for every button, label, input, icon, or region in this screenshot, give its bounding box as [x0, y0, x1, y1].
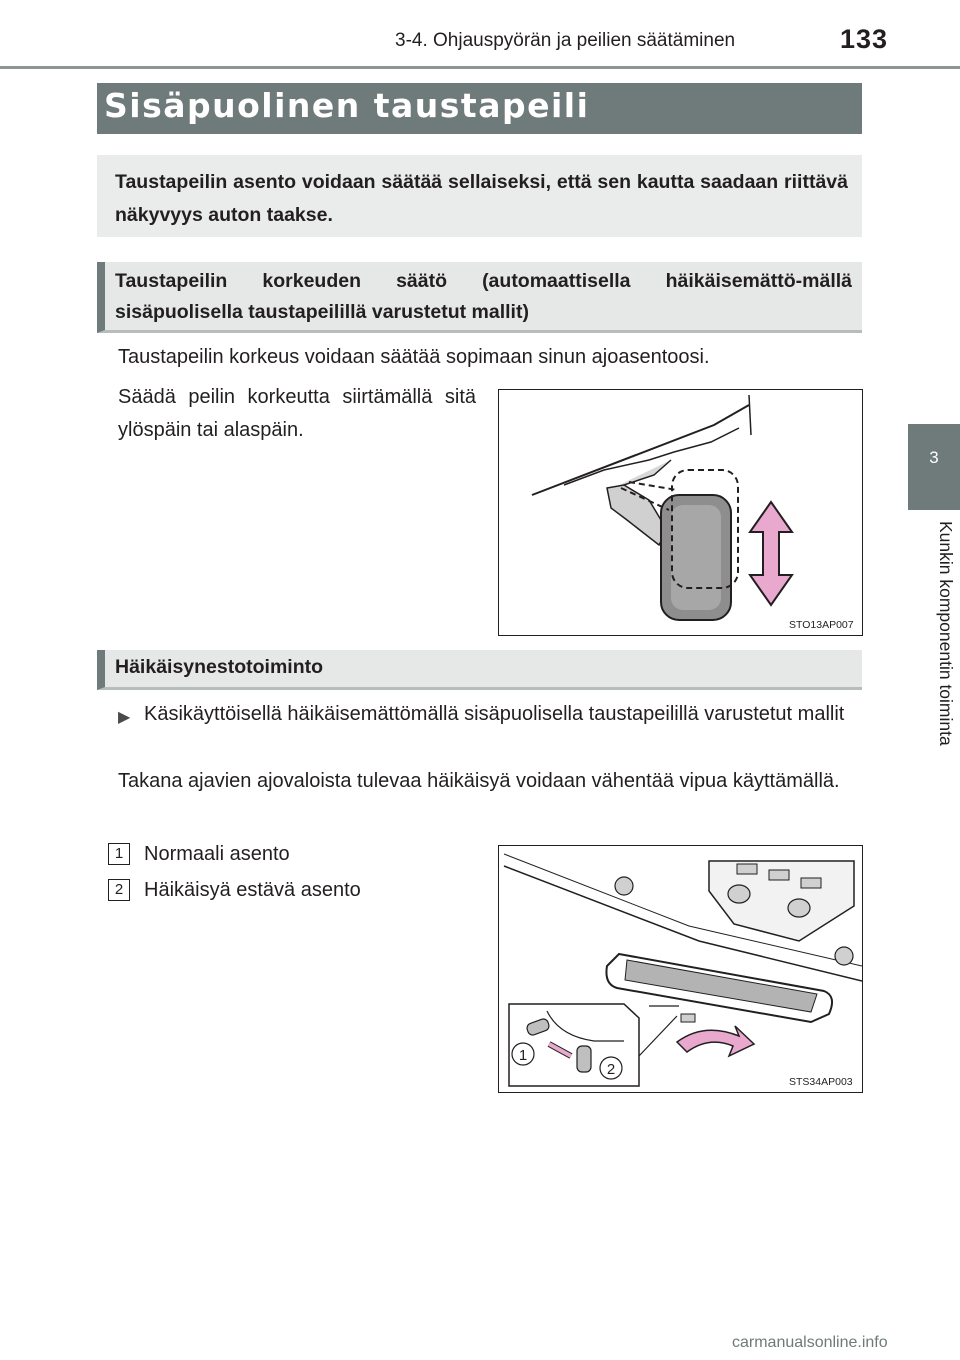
- item-number-badge: 2: [108, 879, 130, 901]
- item-label: Häikäisyä estävä asento: [144, 879, 361, 901]
- figure-code: STO13AP007: [789, 619, 854, 631]
- callout-2: 2: [606, 1061, 616, 1078]
- page-title: Sisäpuolinen taustapeili: [104, 86, 590, 125]
- item-label: Normaali asento: [144, 843, 290, 865]
- page-number: 133: [840, 24, 889, 54]
- figure-code: STS34AP003: [789, 1076, 853, 1088]
- watermark-text: carmanualsonline.info: [732, 1334, 888, 1351]
- paragraph: Taustapeilin korkeus voidaan säätää sopimaan sinun ajoasentoosi.: [118, 346, 710, 368]
- paragraph: Säädä peilin korkeutta siirtämällä sitä ylöspäin tai alaspäin.: [118, 386, 476, 441]
- antiglare-lever-illustration: [499, 846, 862, 1092]
- section-heading-antiglare: Häikäisynestotoiminto: [115, 656, 324, 678]
- intro-text: Taustapeilin asento voidaan säätää sellaiseksi, että sen kautta saadaan riittävä näkyvyys auton taakse.: [115, 171, 848, 226]
- paragraph: Takana ajavien ajovaloista tulevaa häikäisyä voidaan vähentää vipua käyttämällä.: [118, 770, 840, 792]
- mirror-height-illustration: [499, 390, 862, 635]
- header-rule: [0, 66, 960, 69]
- running-header: 3-4. Ohjauspyörän ja peilien säätäminen: [395, 30, 736, 51]
- bullet-text: Käsikäyttöisellä häikäisemättömällä sisäpuolisella taustapeilillä varustetut mallit: [144, 703, 845, 725]
- section-heading-height-adjust: Taustapeilin korkeuden säätö (automaattisella häikäisemättö-mällä sisäpuolisella taustapeilillä varustetut mallit): [115, 270, 852, 323]
- item-number-badge: 1: [108, 843, 130, 865]
- callout-1: 1: [518, 1047, 528, 1064]
- figure-antiglare-lever: [498, 845, 863, 1093]
- figure-mirror-height: [498, 389, 863, 636]
- bullet-arrow-icon: ▶: [118, 709, 131, 726]
- chapter-number: 3: [929, 448, 939, 467]
- chapter-title: Kunkin komponentin toiminta: [936, 521, 956, 746]
